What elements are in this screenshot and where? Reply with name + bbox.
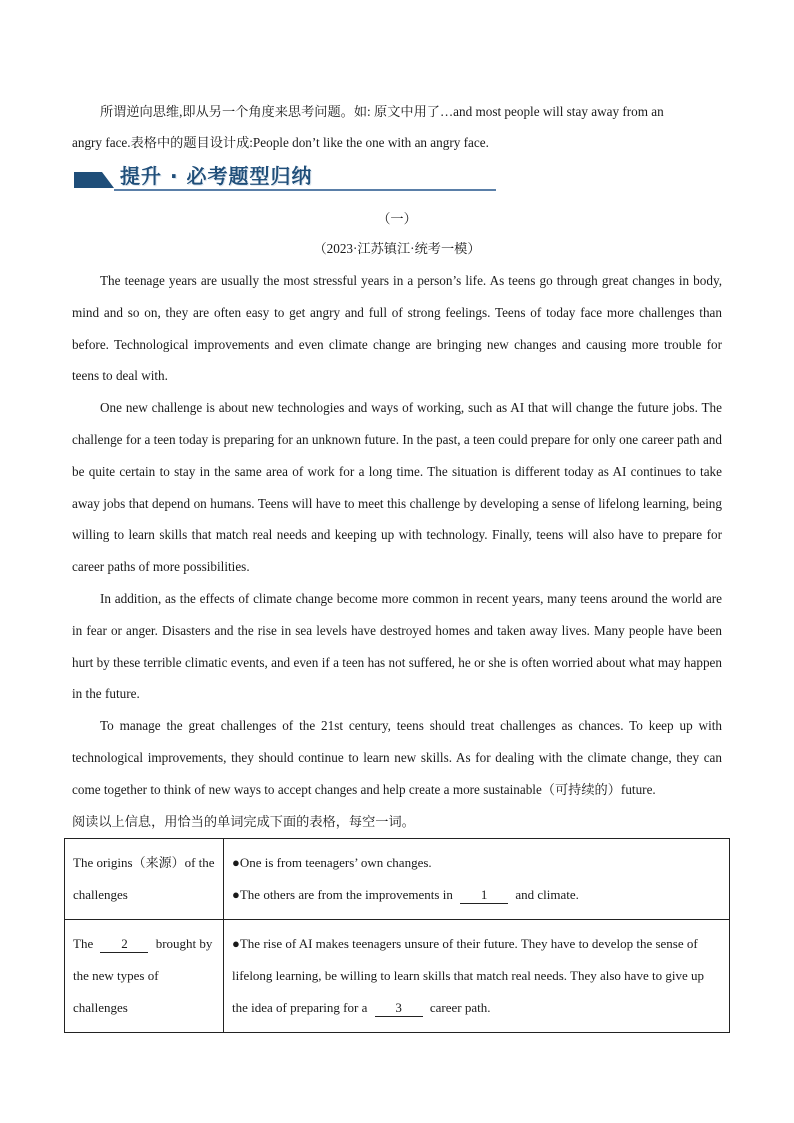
passage-paragraph-4: To manage the great challenges of the 21st century, teens should treat challenges as chances. To keep up with technological improvements, they should continue to learn new skills. As for dealing with the climate change, they can come together to think of new ways to accept changes and help create a more sustainable（可持续的）future. bbox=[72, 718, 722, 797]
section-source: （2023·江苏镇江·统考一模） bbox=[313, 241, 481, 256]
passage-paragraph-3: In addition, as the effects of climate change become more common in recent years, many teens around the world are in fear or anger. Disasters and the rise in sea levels have destroyed homes and taken away lives. Many people have been hurt by these terrible climatic events, and even if a teen has not suffered, he or she is often worried about what may happen in the future. bbox=[72, 590, 722, 702]
intro-text bbox=[72, 96, 722, 158]
blank-2[interactable]: 2 bbox=[100, 936, 148, 953]
intro-line-1: 所谓逆向思维,即从另一个角度来思考问题。如: 原文中用了…and most people will stay away from an bbox=[100, 104, 664, 119]
origins-line-2-end: and climate. bbox=[515, 887, 579, 902]
passage-paragraph-2: One new challenge is about new technologies and ways of working, such as AI that will change the future jobs. The challenge for a teen today is preparing for an unknown future. In the past, a teen could prepare for only one career path and be quite certain to stay in the same area of work for a long time. The situation is different today as AI continues to take away jobs that depend on humans. Teens will have to meet this challenge by developing a sense of lifelong learning, being willing to learn skills that match real needs and keeping up with technology. Finally, teens will also have to prepare for career paths of more possibilities. bbox=[72, 400, 722, 575]
table-cell-challenges-detail bbox=[224, 920, 730, 1033]
blank-1[interactable]: 1 bbox=[460, 887, 508, 904]
origins-line-1: ●One is from teenagers’ own changes. bbox=[232, 855, 432, 870]
table-cell-origins bbox=[65, 839, 224, 920]
intro-line-2: angry face.表格中的题目设计成:People don’t like the one with an angry face. bbox=[72, 135, 489, 150]
table-cell-challenges bbox=[65, 920, 224, 1033]
table-cell-origins-detail bbox=[224, 839, 730, 920]
banner-block-icon bbox=[74, 172, 114, 188]
answer-table bbox=[64, 838, 730, 1033]
reading-passage bbox=[72, 265, 722, 806]
section-number: （一） bbox=[377, 211, 417, 226]
banner-title: 提升 · 必考题型归纳 bbox=[120, 164, 313, 188]
origins-line-2 bbox=[232, 879, 721, 911]
blank-3[interactable]: 3 bbox=[375, 1000, 423, 1017]
banner-underline bbox=[114, 189, 496, 191]
table-row bbox=[65, 839, 730, 920]
passage-paragraph-1: The teenage years are usually the most stressful years in a person’s life. As teens go through great changes in body, mind and so on, they are often easy to get angry and full of strong feelings. Teens of today face more challenges than before. Technological improvements and even climate change are bringing new changes and causing more trouble for teens to deal with. bbox=[72, 273, 722, 384]
challenges-heading-start: The bbox=[73, 936, 94, 951]
section-banner bbox=[74, 160, 496, 192]
origins-line-2-start: ●The others are from the improvements in bbox=[232, 887, 453, 902]
origins-heading: The origins（来源）of the challenges bbox=[73, 855, 215, 902]
challenges-detail-end: career path. bbox=[429, 1000, 491, 1015]
challenges-detail-text: ●The rise of AI makes teenagers unsure of their future. They have to develop the sense of lifelong learning, be willing to learn skills that match real needs. They also have to give up the idea of preparing for a bbox=[232, 936, 704, 1015]
task-instruction: 阅读以上信息，用恰当的单词完成下面的表格，每空一词。 bbox=[72, 814, 415, 829]
challenges-heading-end: brought by the new types of challenges bbox=[73, 936, 213, 1015]
table-row bbox=[65, 920, 730, 1033]
